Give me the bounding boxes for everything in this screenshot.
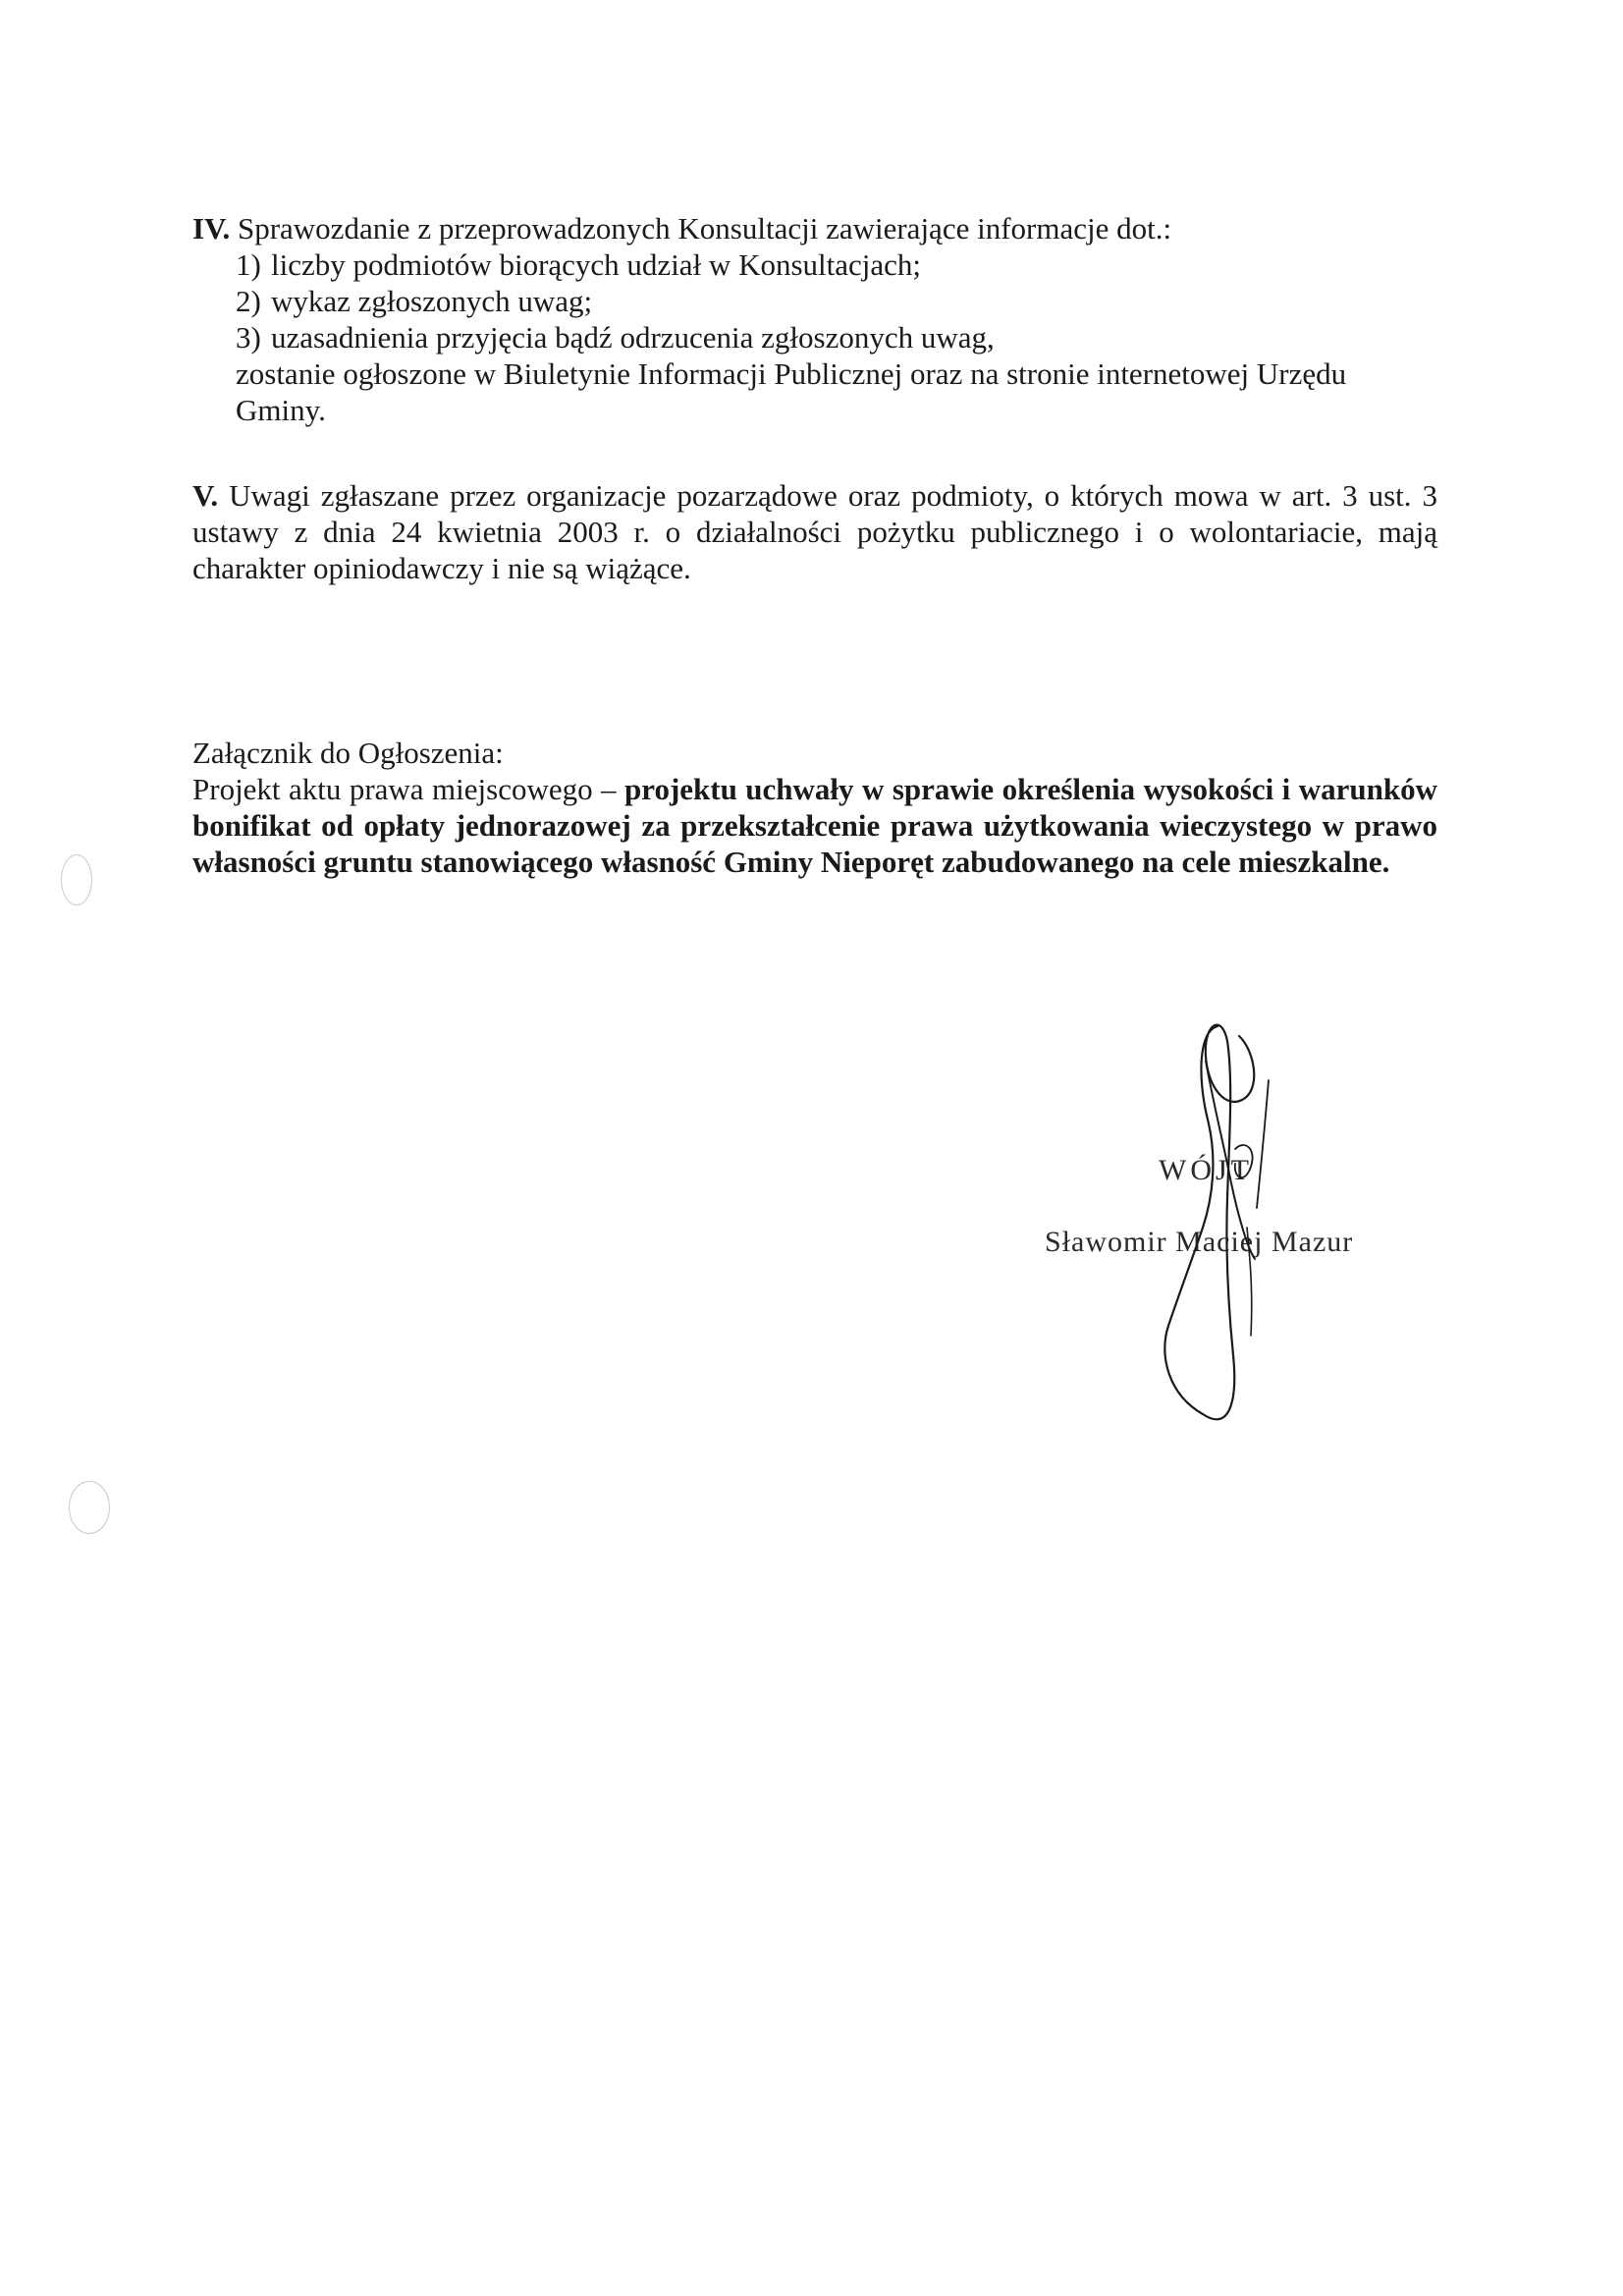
handwritten-signature	[1011, 1002, 1424, 1453]
stamp-name: Sławomir Maciej Mazur	[1045, 1226, 1354, 1258]
section-iv-list	[192, 246, 1437, 355]
stamp-title: WÓJT	[1159, 1154, 1253, 1186]
list-item-number: 1)	[236, 247, 261, 282]
section-v-text: Uwagi zgłaszane przez organizacje pozarządowe oraz podmioty, o których mowa w art. 3 ust. 3 ustawy z dnia 24 kwietnia 2003 r. o działalności pożytku publicznego i o wolontariacie, mają charakter opiniodawczy i nie są wiążące.	[192, 478, 1437, 585]
attachment-heading: Załącznik do Ogłoszenia:	[192, 736, 504, 770]
section-iv	[192, 210, 1437, 428]
punch-hole-mark	[69, 1481, 110, 1534]
list-item-text: uzasadnienia przyjęcia bądź odrzucenia zgłoszonych uwag,	[271, 320, 995, 355]
section-iv-numeral: IV.	[192, 211, 231, 246]
list-item-text: liczby podmiotów biorących udział w Konsultacjach;	[271, 247, 922, 282]
section-iv-closing: zostanie ogłoszone w Biuletynie Informacji Publicznej oraz na stronie internetowej Urzędu Gminy.	[236, 356, 1347, 427]
section-v-numeral: V.	[192, 478, 219, 513]
list-item-number: 2)	[236, 284, 261, 318]
attachment-bold-text: projektu uchwały w sprawie określenia wysokości i warunków bonifikat od opłaty jednorazowej za przekształcenie prawa użytkowania wieczystego w prawo własności gruntu stanowiącego własność Gminy Nieporęt zabudowanego na cele mieszkalne.	[192, 772, 1437, 879]
list-item-number: 3)	[236, 320, 261, 355]
list-item	[236, 319, 1437, 355]
list-item	[236, 246, 1437, 283]
signature-block	[1011, 1002, 1424, 1453]
attachment-section	[192, 735, 1437, 880]
attachment-description	[192, 771, 1437, 880]
section-iv-intro	[192, 210, 1437, 246]
punch-hole-mark	[61, 854, 92, 905]
list-item	[236, 283, 1437, 319]
section-iv-intro-text: Sprawozdanie z przeprowadzonych Konsultacji zawierające informacje dot.:	[230, 211, 1172, 246]
list-item-text: wykaz zgłoszonych uwag;	[271, 284, 593, 318]
section-v	[192, 477, 1437, 586]
attachment-prefix: Projekt aktu prawa miejscowego –	[192, 772, 625, 806]
